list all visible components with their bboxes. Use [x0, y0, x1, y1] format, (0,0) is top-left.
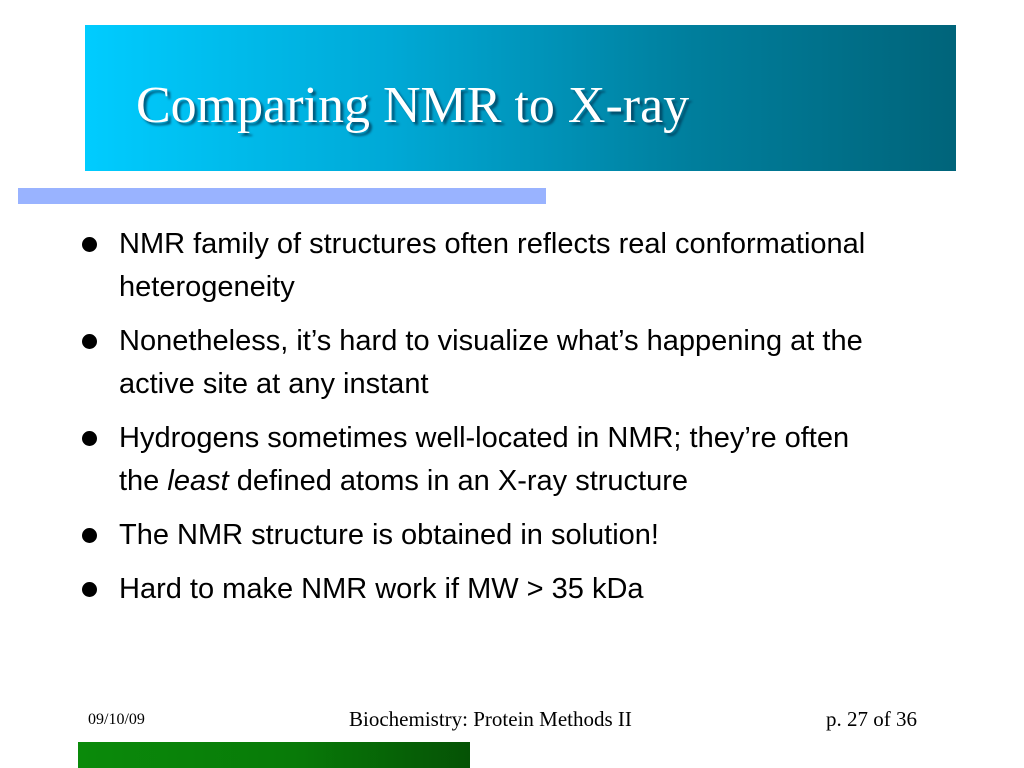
bullet-emphasis: least	[167, 465, 229, 497]
bullet-dot-icon	[82, 528, 97, 543]
bullet-text	[119, 223, 880, 309]
slide-title: Comparing NMR to X-ray	[136, 77, 690, 134]
bullet-text	[119, 417, 880, 503]
bullet-text-run: NMR family of structures often reflects real conformational heterogeneity	[119, 228, 866, 303]
bullet-item	[80, 568, 880, 611]
title-underline-bar	[18, 188, 546, 204]
bullet-dot-icon	[82, 334, 97, 349]
bullet-text-run: Hydrogens sometimes well-located in NMR; they’re often the	[119, 422, 850, 497]
bullet-dot-icon	[82, 237, 97, 252]
footer-page-number: p. 27 of 36	[826, 707, 917, 731]
footer-accent-bar	[78, 742, 470, 768]
bullet-text	[119, 568, 880, 611]
bullet-dot-icon	[82, 582, 97, 597]
bullet-text	[119, 514, 880, 557]
bullet-item	[80, 223, 880, 309]
bullet-list	[80, 223, 880, 622]
bullet-text	[119, 320, 880, 406]
footer-course-title: Biochemistry: Protein Methods II	[349, 707, 632, 731]
bullet-dot-icon	[82, 431, 97, 446]
footer-date: 09/10/09	[88, 711, 145, 728]
bullet-item	[80, 417, 880, 503]
bullet-item	[80, 514, 880, 557]
bullet-text-run: Nonetheless, it’s hard to visualize what’s happening at the active site at any instant	[119, 325, 863, 400]
bullet-text-run: The NMR structure is obtained in solution!	[119, 519, 659, 551]
bullet-text-run: Hard to make NMR work if MW > 35 kDa	[119, 573, 644, 605]
bullet-item	[80, 320, 880, 406]
bullet-text-run: defined atoms in an X-ray structure	[228, 465, 689, 497]
